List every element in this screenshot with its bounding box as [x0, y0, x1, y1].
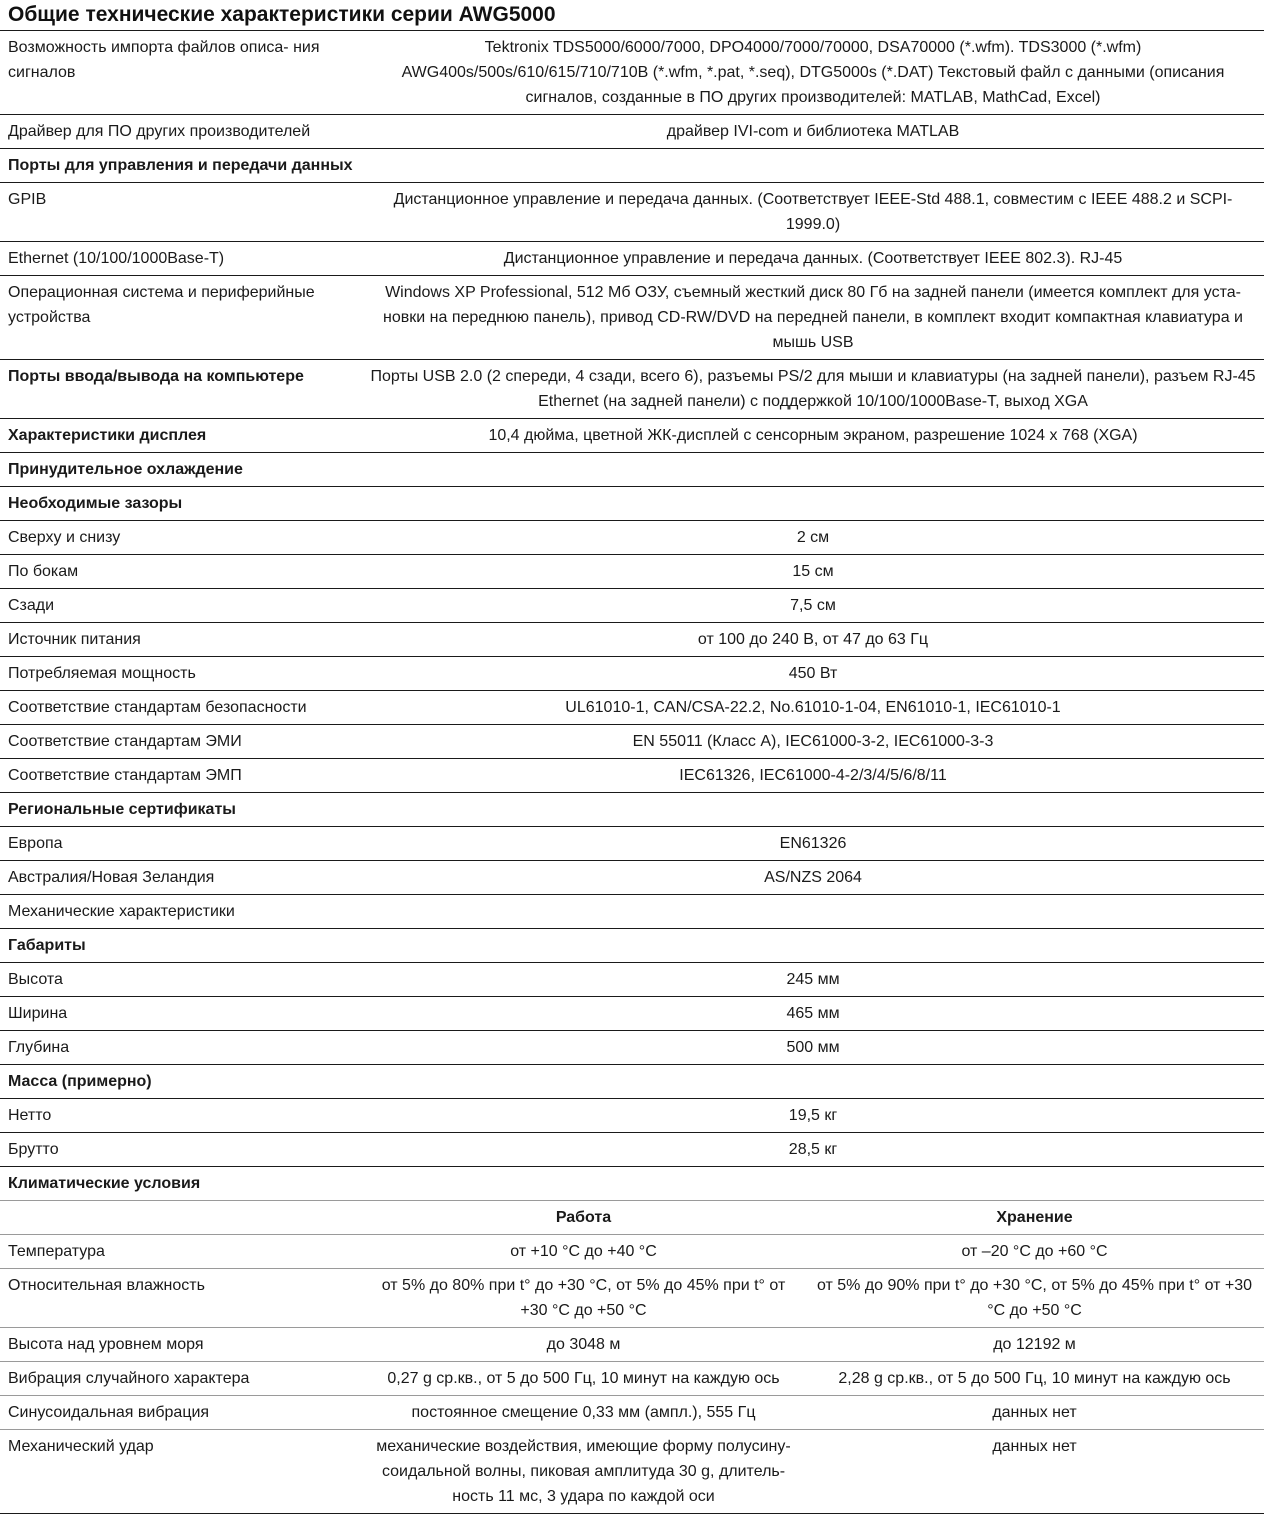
table-row — [0, 1362, 1264, 1396]
table-row — [0, 691, 1264, 725]
section-heading: Необходимые зазоры — [0, 487, 1264, 521]
row-value: 10,4 дюйма, цветной ЖК-дисплей с сенсорным экраном, разрешение 1024 x 768 (XGA) — [362, 419, 1264, 453]
section-row — [0, 929, 1264, 963]
row-value-storage: данных нет — [805, 1430, 1264, 1514]
row-label: Нетто — [0, 1099, 362, 1133]
row-value: от 100 до 240 В, от 47 до 63 Гц — [362, 623, 1264, 657]
row-label: GPIB — [0, 183, 362, 242]
row-label: Высота над уровнем моря — [0, 1328, 362, 1362]
section-heading: Региональные сертификаты — [0, 793, 1264, 827]
row-value: 28,5 кг — [362, 1133, 1264, 1167]
column-header-operation: Работа — [362, 1201, 805, 1235]
row-label: Соответствие стандартам ЭМП — [0, 759, 362, 793]
table-row — [0, 555, 1264, 589]
section-row — [0, 487, 1264, 521]
row-value-operation: 0,27 g ср.кв., от 5 до 500 Гц, 10 минут на каждую ось — [362, 1362, 805, 1396]
row-value: 2 см — [362, 521, 1264, 555]
row-value-operation: от +10 °C до +40 °C — [362, 1235, 805, 1269]
section-heading: Габариты — [0, 929, 1264, 963]
table-row — [0, 1328, 1264, 1362]
table-row — [0, 1099, 1264, 1133]
section-heading: Масса (примерно) — [0, 1065, 1264, 1099]
row-value: 500 мм — [362, 1031, 1264, 1065]
table-row — [0, 360, 1264, 419]
row-value: Tektronix TDS5000/6000/7000, DPO4000/7000/70000, DSA70000 (*.wfm). TDS3000 (*.wfm) AWG400s/500s/610/615/710/710B (*.wfm, *.pat, *.seq), DTG5000s (*.DAT) Текстовый файл с данными (описания сигналов, созданные в ПО других производителей: MATLAB, MathCad, Excel) — [362, 31, 1264, 115]
page-title: Общие технические характеристики серии AWG5000 — [8, 3, 556, 26]
column-header-storage: Хранение — [805, 1201, 1264, 1235]
table-row — [0, 997, 1264, 1031]
row-value-storage: данных нет — [805, 1396, 1264, 1430]
table-row — [0, 1430, 1264, 1514]
table-row — [0, 657, 1264, 691]
table-row — [0, 115, 1264, 149]
row-value-storage: от 5% до 90% при t° до +30 °C, от 5% до 45% при t° от +30 °C до +50 °C — [805, 1269, 1264, 1328]
table-row — [0, 1031, 1264, 1065]
table-row — [0, 861, 1264, 895]
row-label: Глубина — [0, 1031, 362, 1065]
row-label: По бокам — [0, 555, 362, 589]
table-row — [0, 1269, 1264, 1328]
row-value: UL61010-1, CAN/CSA-22.2, No.61010-1-04, EN61010-1, IEC61010-1 — [362, 691, 1264, 725]
row-value-storage: до 12192 м — [805, 1328, 1264, 1362]
section-heading: Принудительное охлаждение — [0, 453, 1264, 487]
row-value-operation: механические воздействия, имеющие форму полусину- соидальной волны, пиковая амплитуда 30 g, длитель- ность 11 мс, 3 удара по каждой оси — [362, 1430, 805, 1514]
section-row — [0, 1065, 1264, 1099]
row-value-storage: от –20 °C до +60 °C — [805, 1235, 1264, 1269]
row-value: IEC61326, IEC61000-4-2/3/4/5/6/8/11 — [362, 759, 1264, 793]
table-row — [0, 827, 1264, 861]
table-row — [0, 589, 1264, 623]
row-value: 19,5 кг — [362, 1099, 1264, 1133]
climate-header-label — [0, 1201, 362, 1235]
row-value: Порты USB 2.0 (2 спереди, 4 сзади, всего 6), разъемы PS/2 для мыши и клавиатуры (на задней панели), разъем RJ-45 Ethernet (на задней панели) с поддержкой 10/100/1000Base-T, выход XGA — [362, 360, 1264, 419]
table-row — [0, 521, 1264, 555]
row-label: Относительная влажность — [0, 1269, 362, 1328]
row-value: 465 мм — [362, 997, 1264, 1031]
row-label: Источник питания — [0, 623, 362, 657]
row-value: Дистанционное управление и передача данных. (Соответствует IEEE-Std 488.1, совместим с IEEE 488.2 и SCPI-1999.0) — [362, 183, 1264, 242]
table-row — [0, 31, 1264, 115]
row-value: Дистанционное управление и передача данных. (Соответствует IEEE 802.3). RJ-45 — [362, 242, 1264, 276]
table-row — [0, 242, 1264, 276]
table-row — [0, 895, 1264, 929]
table-row — [0, 1133, 1264, 1167]
table-row — [0, 183, 1264, 242]
spec-table-body — [0, 31, 1264, 1514]
table-row — [0, 1235, 1264, 1269]
row-label: Порты ввода/вывода на компьютере — [0, 360, 362, 419]
row-label: Соответствие стандартам безопасности — [0, 691, 362, 725]
row-label: Ethernet (10/100/1000Base-T) — [0, 242, 362, 276]
row-label: Австралия/Новая Зеландия — [0, 861, 362, 895]
section-heading: Климатические условия — [0, 1167, 1264, 1201]
row-value: 245 мм — [362, 963, 1264, 997]
row-value: 7,5 см — [362, 589, 1264, 623]
row-label: Операционная система и периферийные устройства — [0, 276, 362, 360]
row-value: AS/NZS 2064 — [362, 861, 1264, 895]
table-row — [0, 623, 1264, 657]
row-label: Драйвер для ПО других производителей — [0, 115, 362, 149]
spec-table — [0, 30, 1264, 1514]
table-row — [0, 759, 1264, 793]
row-label: Синусоидальная вибрация — [0, 1396, 362, 1430]
table-row — [0, 1396, 1264, 1430]
row-value-storage: 2,28 g ср.кв., от 5 до 500 Гц, 10 минут на каждую ось — [805, 1362, 1264, 1396]
row-value-operation: до 3048 м — [362, 1328, 805, 1362]
row-value: 450 Вт — [362, 657, 1264, 691]
row-value: 15 см — [362, 555, 1264, 589]
section-row — [0, 453, 1264, 487]
row-label: Ширина — [0, 997, 362, 1031]
row-label: Характеристики дисплея — [0, 419, 362, 453]
row-value: драйвер IVI-com и библиотека MATLAB — [362, 115, 1264, 149]
row-label: Температура — [0, 1235, 362, 1269]
table-row — [0, 419, 1264, 453]
row-label: Сверху и снизу — [0, 521, 362, 555]
row-label: Механические характеристики — [0, 895, 362, 929]
row-value: EN61326 — [362, 827, 1264, 861]
row-label: Европа — [0, 827, 362, 861]
row-label: Потребляемая мощность — [0, 657, 362, 691]
row-label: Соответствие стандартам ЭМИ — [0, 725, 362, 759]
row-value-operation: постоянное смещение 0,33 мм (ампл.), 555 Гц — [362, 1396, 805, 1430]
table-row — [0, 725, 1264, 759]
row-label: Брутто — [0, 1133, 362, 1167]
row-value: EN 55011 (Класс A), IEC61000-3-2, IEC61000-3-3 — [362, 725, 1264, 759]
section-row — [0, 1167, 1264, 1201]
table-row — [0, 963, 1264, 997]
table-row — [0, 276, 1264, 360]
section-heading: Порты для управления и передачи данных — [0, 149, 1264, 183]
row-label: Высота — [0, 963, 362, 997]
section-row — [0, 149, 1264, 183]
row-label: Механический удар — [0, 1430, 362, 1514]
section-row — [0, 793, 1264, 827]
table-row — [0, 1201, 1264, 1235]
row-value — [362, 895, 1264, 929]
row-label: Вибрация случайного характера — [0, 1362, 362, 1396]
row-label: Возможность импорта файлов описа- ния сигналов — [0, 31, 362, 115]
row-value-operation: от 5% до 80% при t° до +30 °C, от 5% до 45% при t° от +30 °C до +50 °C — [362, 1269, 805, 1328]
row-value: Windows XP Professional, 512 Мб ОЗУ, съемный жесткий диск 80 Гб на задней панели (имеется комплект для уста- новки на переднюю панель), привод CD-RW/DVD на передней панели, в комплект входит компактная клавиатура и мышь USB — [362, 276, 1264, 360]
row-label: Сзади — [0, 589, 362, 623]
